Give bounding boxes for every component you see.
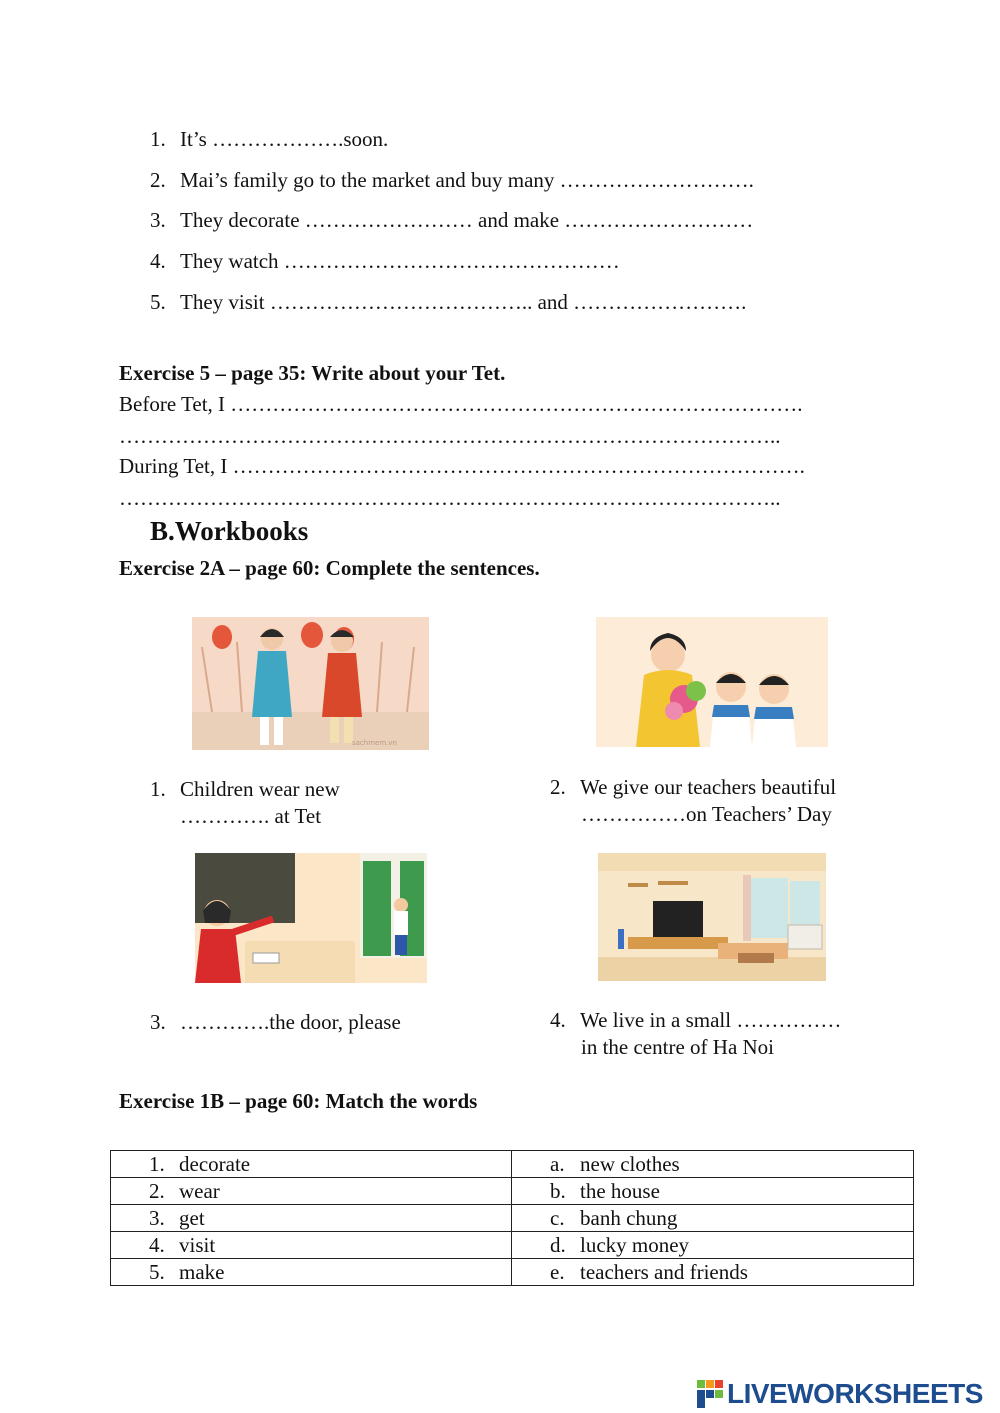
table-row — [111, 1232, 914, 1259]
complete-item-2: 2. We give our teachers beautiful — [550, 775, 837, 799]
left-cell[interactable]: 2. wear — [111, 1178, 512, 1205]
list-item: 1. It’s ……………….soon. — [150, 127, 389, 151]
left-cell[interactable]: 3. get — [111, 1205, 512, 1232]
logo-text: LIVEWORKSHEETS — [727, 1378, 983, 1409]
sentence-text: Mai’s family go to the market and buy many ………………………. — [180, 168, 754, 192]
left-cell[interactable]: 1. decorate — [111, 1151, 512, 1178]
match-table — [110, 1150, 914, 1286]
sentence-text: They decorate …………………… and make ……………………… — [180, 208, 754, 232]
open-door-picture — [195, 853, 427, 983]
list-item: 3. They decorate …………………… and make ……………………… — [150, 208, 754, 232]
complete-item-1-line2[interactable]: …………. at Tet — [180, 804, 322, 828]
right-cell[interactable]: c. banh chung — [512, 1205, 914, 1232]
section-title: Workbooks — [174, 516, 309, 546]
sentence-text: They visit ……………………………….. and ……………………. — [180, 290, 747, 314]
living-room-picture — [598, 853, 826, 981]
complete-item-4: 4. We live in a small …………… — [550, 1008, 842, 1032]
teacher-flowers-picture — [596, 617, 828, 747]
right-cell[interactable]: a. new clothes — [512, 1151, 914, 1178]
complete-item-3: 3. ………….the door, please — [150, 1010, 401, 1034]
list-item: 2. Mai’s family go to the market and buy many ………………………. — [150, 168, 754, 192]
picture-watermark: sachmem.vn — [352, 739, 397, 747]
sentence-text: It’s ……………….soon. — [180, 127, 389, 151]
right-cell[interactable]: b. the house — [512, 1178, 914, 1205]
left-cell[interactable]: 5. make — [111, 1259, 512, 1286]
sentence-text: They watch ………………………………………… — [180, 249, 620, 273]
section-label: B. — [150, 516, 175, 546]
before-tet-continuation[interactable]: ………………………………………………………………………………….. — [119, 424, 781, 448]
exercise2a-heading: Exercise 2A – page 60: Complete the sentences. — [119, 556, 540, 580]
liveworksheets-mark-icon — [697, 1380, 723, 1408]
table-row — [111, 1259, 914, 1286]
table-row — [111, 1205, 914, 1232]
complete-item-4-line2: in the centre of Ha Noi — [581, 1035, 775, 1059]
right-cell[interactable]: e. teachers and friends — [512, 1259, 914, 1286]
during-tet-line[interactable]: During Tet, I ………………………………………………………………………. — [119, 454, 805, 478]
exercise1b-heading: Exercise 1B – page 60: Match the words — [119, 1089, 478, 1113]
section-heading — [150, 516, 308, 547]
right-cell[interactable]: d. lucky money — [512, 1232, 914, 1259]
children-ao-dai-picture — [192, 617, 429, 750]
left-cell[interactable]: 4. visit — [111, 1232, 512, 1259]
complete-item-1: 1. Children wear new — [150, 777, 340, 801]
table-row — [111, 1151, 914, 1178]
before-tet-line[interactable]: Before Tet, I ………………………………………………………………………. — [119, 392, 803, 416]
complete-item-2-line2[interactable]: ……………on Teachers’ Day — [581, 802, 832, 826]
liveworksheets-logo[interactable] — [697, 1378, 983, 1410]
list-item: 4. They watch ………………………………………… — [150, 249, 620, 273]
exercise5-heading: Exercise 5 – page 35: Write about your Tet. — [119, 361, 506, 385]
list-item: 5. They visit ……………………………….. and ……………………. — [150, 290, 747, 314]
during-tet-continuation[interactable]: ………………………………………………………………………………….. — [119, 486, 781, 510]
table-row — [111, 1178, 914, 1205]
